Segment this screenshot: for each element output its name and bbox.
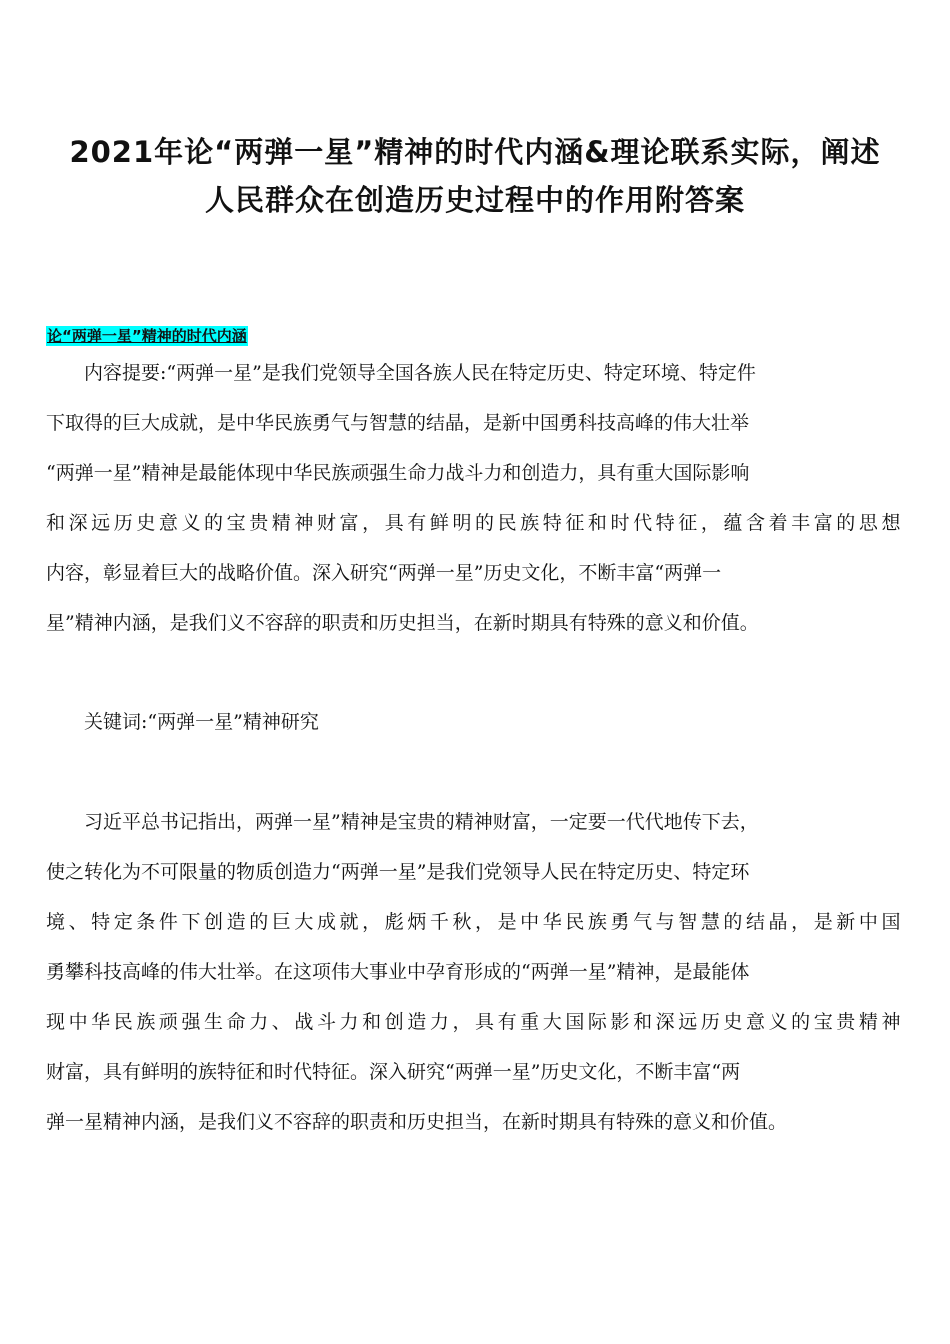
- keywords-paragraph: [46, 697, 904, 747]
- abstract-paragraph: [46, 348, 904, 648]
- title-line-1: 2021年论“两弹一星”精神的时代内涵&理论联系实际，阐述: [69, 135, 881, 169]
- body-line: 弹一星精神内涵，是我们义不容辞的职责和历史担当，在新时期具有特殊的意义和价值。: [46, 1111, 788, 1133]
- abstract-line: 星”精神内涵，是我们义不容辞的职责和历史担当，在新时期具有特殊的意义和价值。: [46, 612, 759, 634]
- keywords-line: 关键词:“两弹一星”精神研究: [84, 711, 319, 733]
- body-line: 习近平总书记指出，两弹一星”精神是宝贵的精神财富，一定要一代代地传下去，: [84, 811, 759, 833]
- section-heading: 论“两弹一星”精神的时代内涵: [47, 327, 247, 345]
- abstract-line: “两弹一星”精神是最能体现中华民族顽强生命力战斗力和创造力，具有重大国际影响: [46, 462, 750, 484]
- abstract-line: 下取得的巨大成就，是中华民族勇气与智慧的结晶，是新中国勇科技高峰的伟大壮举: [46, 412, 750, 434]
- document-title: [40, 128, 910, 224]
- body-paragraph: [46, 797, 904, 1147]
- abstract-line: 内容，彰显着巨大的战略价值。深入研究“两弹一星”历史文化，不断丰富“两弹一: [46, 562, 722, 584]
- abstract-line: 和深远历史意义的宝贵精神财富，具有鲜明的民族特征和时代特征，蕴含着丰富的思想: [46, 512, 905, 534]
- body-line: 财富，具有鲜明的族特征和时代特征。深入研究“两弹一星”历史文化，不断丰富“两: [46, 1061, 741, 1083]
- body-line: 境、特定条件下创造的巨大成就，彪炳千秋，是中华民族勇气与智慧的结晶，是新中国: [46, 911, 905, 933]
- body-line: 现中华民族顽强生命力、战斗力和创造力，具有重大国际影和深远历史意义的宝贵精神: [46, 1011, 905, 1033]
- body-line: 勇攀科技高峰的伟大壮举。在这项伟大事业中孕育形成的“两弹一星”精神，是最能体: [46, 961, 750, 983]
- abstract-line: 内容提要:“两弹一星”是我们党领导全国各族人民在特定历史、特定环境、特定件: [84, 362, 756, 384]
- body-line: 使之转化为不可限量的物质创造力“两弹一星”是我们党领导人民在特定历史、特定环: [46, 861, 750, 883]
- title-line-2: 人民群众在创造历史过程中的作用附答案: [204, 183, 745, 217]
